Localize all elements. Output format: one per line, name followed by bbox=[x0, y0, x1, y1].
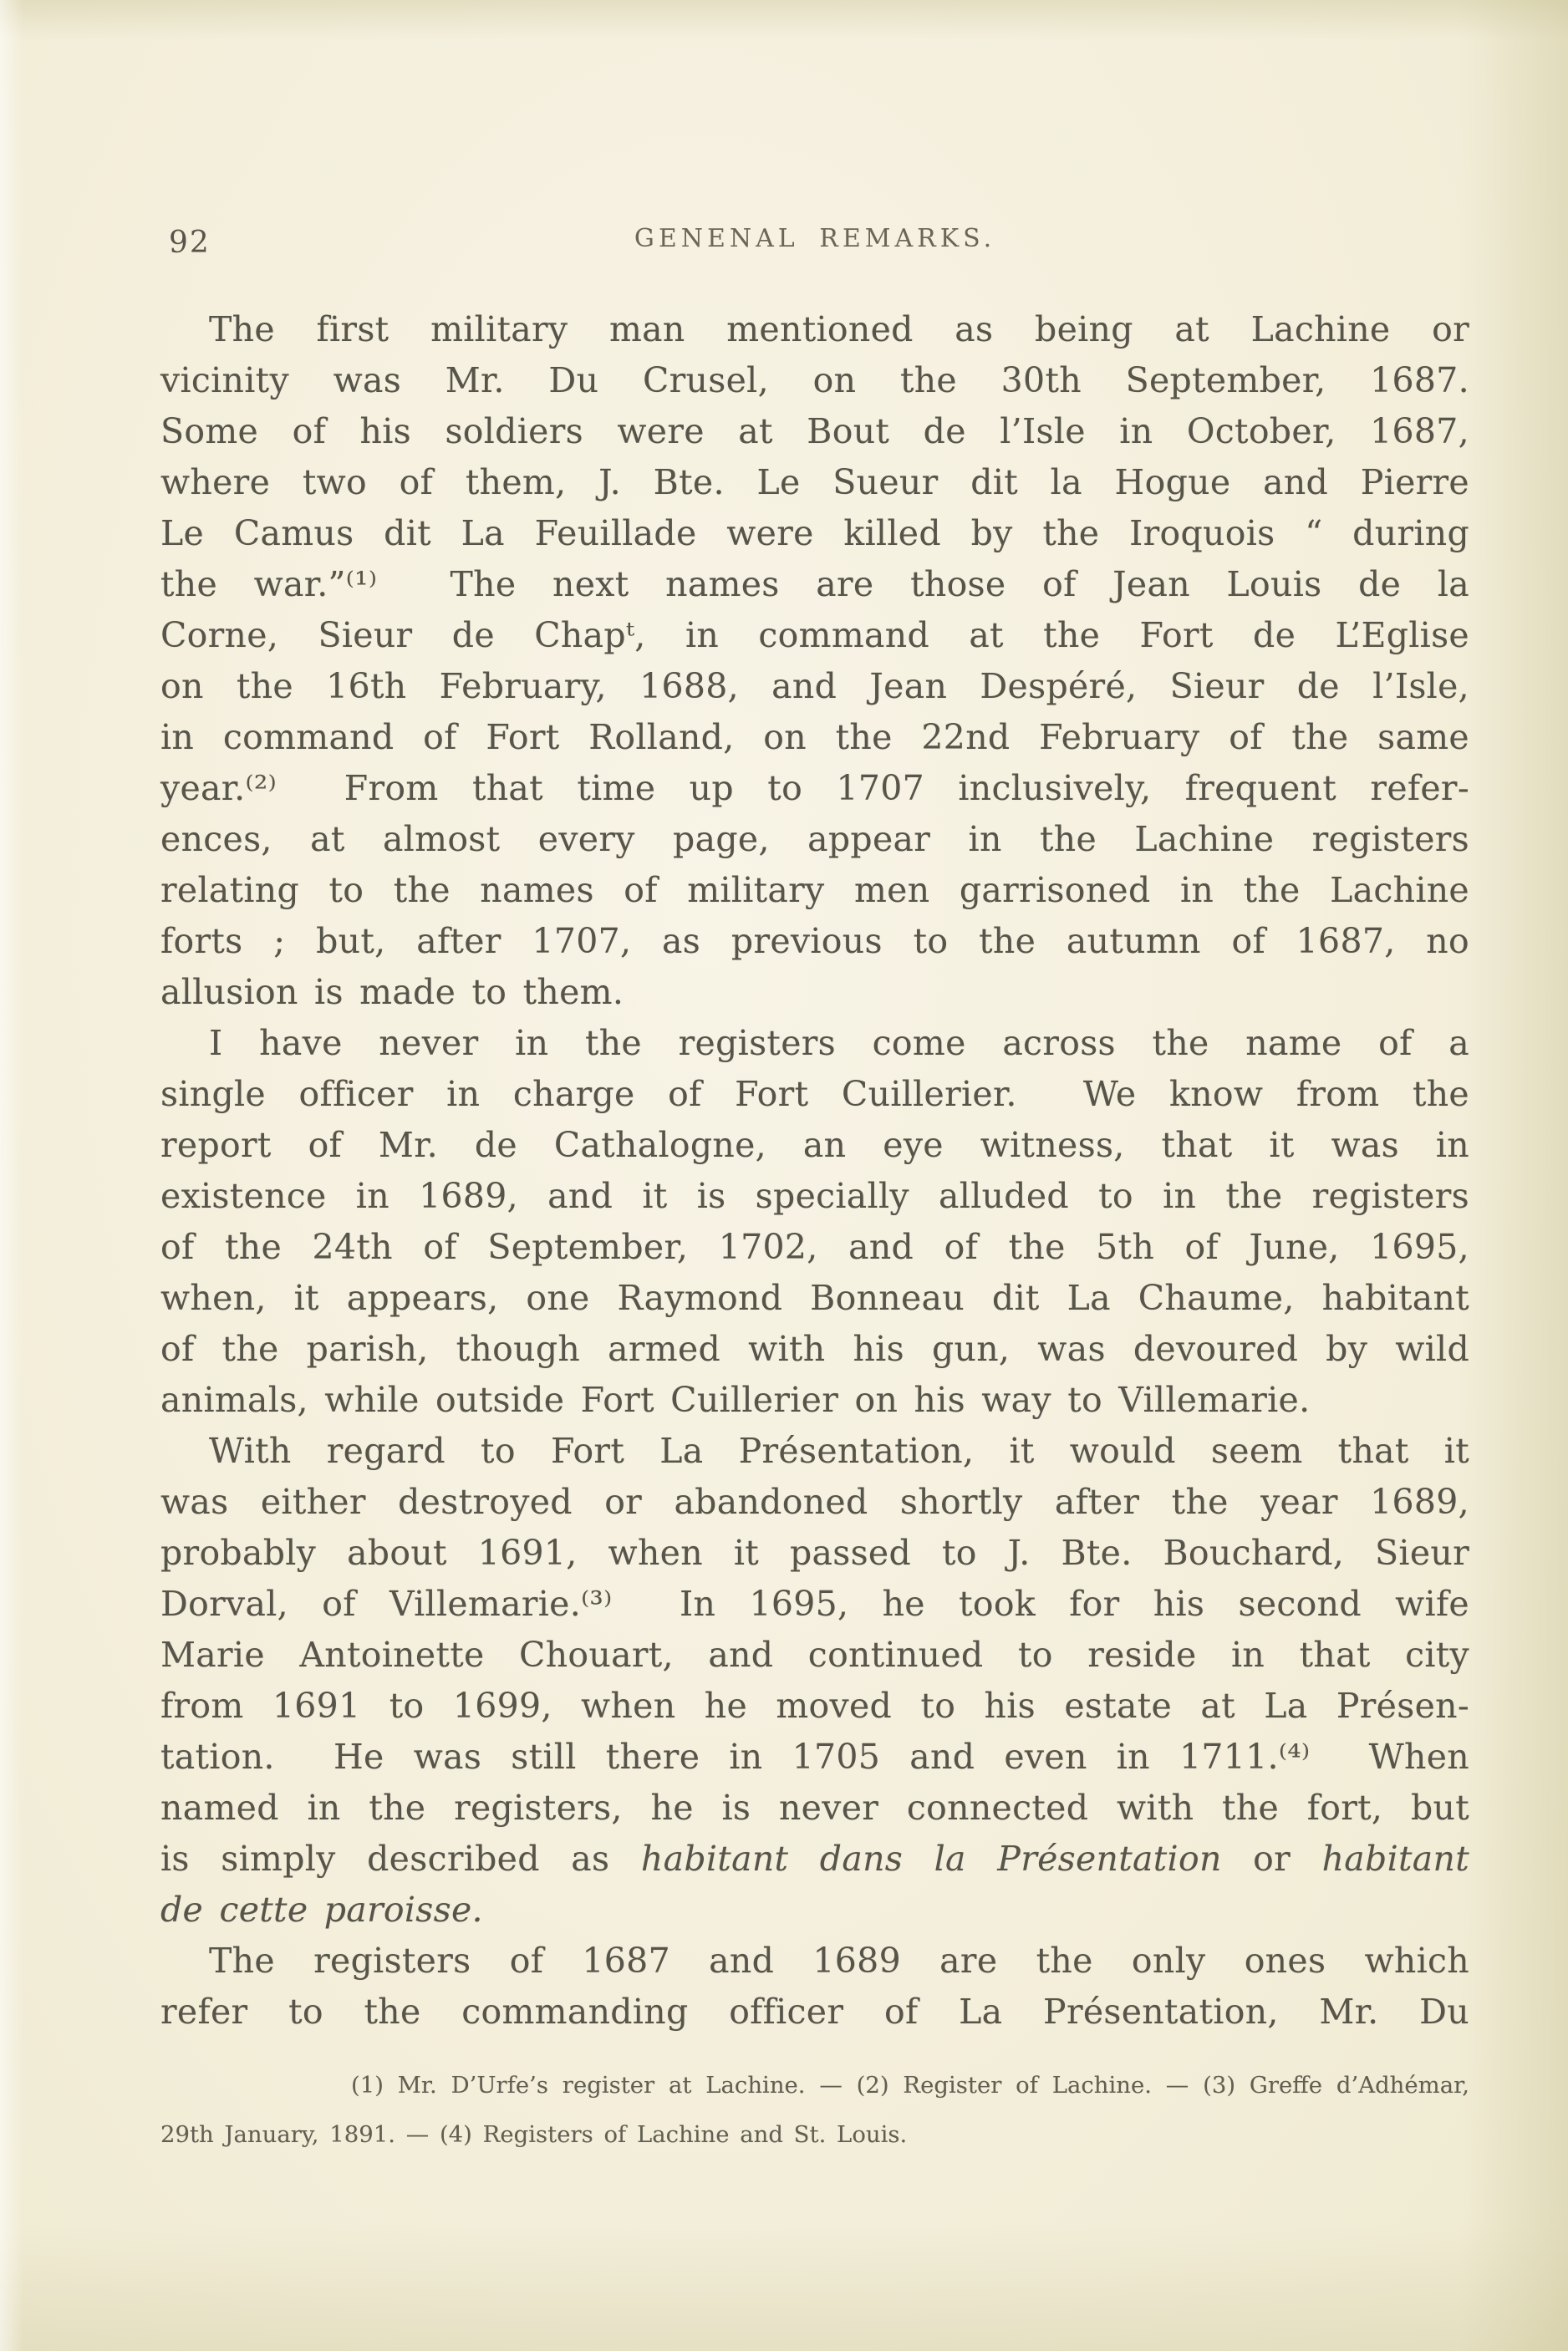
page-header bbox=[160, 224, 1469, 262]
text-line: when, it appears, one Raymond Bonneau dit La Chaume, habitant bbox=[160, 1278, 1469, 1318]
text-line: report of Mr. de Cathalogne, an eye witness, that it was in bbox=[160, 1125, 1469, 1165]
footnotes bbox=[160, 2061, 1469, 2160]
italic-text-segment: de cette paroisse. bbox=[160, 1890, 483, 1930]
text-line: animals, while outside Fort Cuillerier on his way to Villemarie. bbox=[160, 1380, 1311, 1420]
text-line: forts ; but, after 1707, as previous to the autumn of 1687, no bbox=[160, 921, 1469, 961]
text-line: Some of his soldiers were at Bout de l’Isle in October, 1687, bbox=[160, 411, 1469, 451]
text-line: on the 16th February, 1688, and Jean Despéré, Sieur de l’Isle, bbox=[160, 666, 1469, 706]
text-line: vicinity was Mr. Du Crusel, on the 30th September, 1687. bbox=[160, 360, 1469, 400]
text-line: where two of them, J. Bte. Le Sueur dit la Hogue and Pierre bbox=[160, 462, 1469, 502]
text-line: of the parish, though armed with his gun, was devoured by wild bbox=[160, 1329, 1469, 1369]
text-line: refer to the commanding officer of La Présentation, Mr. Du bbox=[160, 1992, 1469, 2032]
text-line: relating to the names of military men garrisoned in the Lachine bbox=[160, 870, 1469, 910]
text-line: of the 24th of September, 1702, and of the 5th of June, 1695, bbox=[160, 1227, 1469, 1267]
page-number: 92 bbox=[169, 226, 211, 260]
italic-text-segment: habitant dans la Présentation bbox=[640, 1839, 1222, 1879]
italic-text-segment: habitant bbox=[1321, 1839, 1469, 1879]
text-line: Le Camus dit La Feuillade were killed by the Iroquois “ during bbox=[160, 513, 1469, 553]
text-line bbox=[160, 1834, 1469, 1885]
text-line: was either destroyed or abandoned shortly after the year 1689, bbox=[160, 1482, 1469, 1522]
text-line: the war.”⁽¹⁾ The next names are those of Jean Louis de la bbox=[160, 564, 1469, 604]
text-line: Marie Antoinette Chouart, and continued to reside in that city bbox=[160, 1635, 1469, 1675]
footnote-line: (1) Mr. D’Urfe’s register at Lachine. — (2) Register of Lachine. — (3) Greffe d’Adhémar, bbox=[351, 2072, 1469, 2099]
text-segment: is simply described as bbox=[160, 1839, 641, 1879]
text-line: single officer in charge of Fort Cuillerier. We know from the bbox=[160, 1074, 1469, 1114]
text-line: allusion is made to them. bbox=[160, 972, 624, 1012]
text-segment: or bbox=[1221, 1839, 1322, 1879]
text-line: I have never in the registers come across the name of a bbox=[209, 1023, 1469, 1063]
text-line: year.⁽²⁾ From that time up to 1707 inclusively, frequent refer- bbox=[160, 768, 1469, 808]
text-line bbox=[160, 1885, 1469, 1936]
footnote-line: 29th January, 1891. — (4) Registers of Lachine and St. Louis. bbox=[160, 2121, 908, 2148]
text-line: Dorval, of Villemarie.⁽³⁾ In 1695, he took for his second wife bbox=[160, 1584, 1469, 1624]
text-line: With regard to Fort La Présentation, it would seem that it bbox=[209, 1431, 1469, 1471]
text-line: The registers of 1687 and 1689 are the only ones which bbox=[209, 1941, 1469, 1981]
text-line: existence in 1689, and it is specially alluded to in the registers bbox=[160, 1176, 1469, 1216]
page-content bbox=[160, 224, 1469, 2160]
text-line: from 1691 to 1699, when he moved to his estate at La Présen- bbox=[160, 1686, 1469, 1726]
running-header: GENENAL REMARKS. bbox=[634, 224, 996, 253]
text-line: Corne, Sieur de Chapᵗ, in command at the Fort de L’Eglise bbox=[160, 615, 1469, 655]
text-line: The first military man mentioned as being at Lachine or bbox=[209, 309, 1469, 349]
text-line: tation. He was still there in 1705 and even in 1711.⁽⁴⁾ When bbox=[160, 1737, 1469, 1777]
text-line: named in the registers, he is never connected with the fort, but bbox=[160, 1788, 1469, 1828]
body-text bbox=[160, 304, 1469, 2038]
text-line: probably about 1691, when it passed to J. Bte. Bouchard, Sieur bbox=[160, 1533, 1469, 1573]
text-line: in command of Fort Rolland, on the 22nd February of the same bbox=[160, 717, 1469, 757]
text-line: ences, at almost every page, appear in the Lachine registers bbox=[160, 819, 1469, 859]
